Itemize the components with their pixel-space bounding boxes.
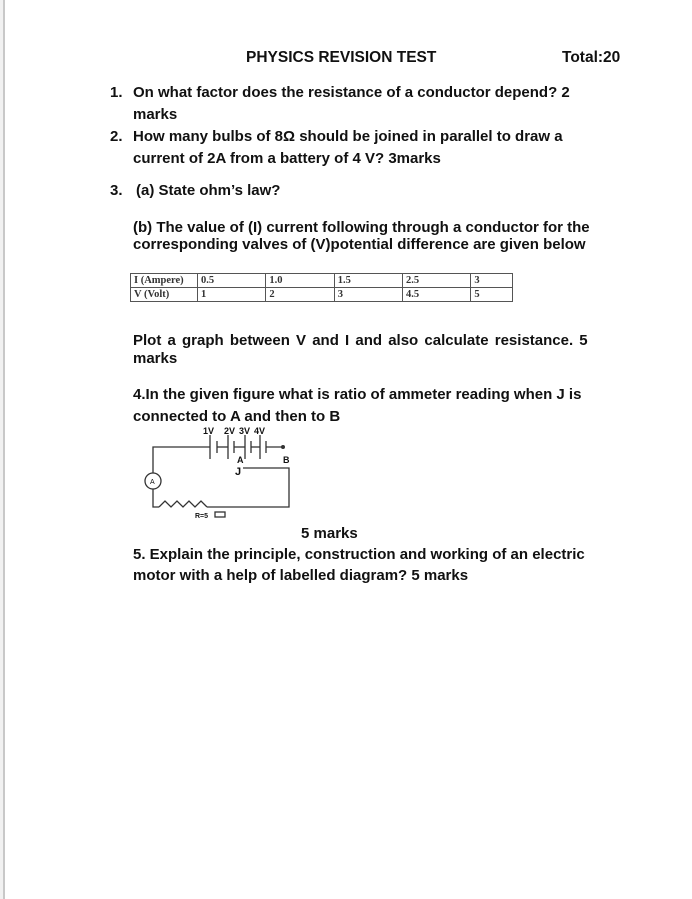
jockey-label: J: [235, 466, 242, 478]
resistor-zigzag: [159, 501, 207, 507]
point-a-label: A: [237, 455, 244, 465]
table-cell: 1.0: [266, 274, 334, 288]
circuit-diagram: [135, 425, 305, 530]
question-1-line-2: marks: [133, 106, 178, 123]
cell-label-1: 1V: [203, 426, 215, 436]
table-cell: 1: [198, 288, 266, 302]
ammeter-label: A: [150, 479, 155, 486]
question-1-number: 1.: [110, 84, 123, 101]
question-3-plot-line-1: Plot a graph between V and I and also calculate resistance. 5: [133, 332, 588, 349]
question-4-line-1: 4.In the given figure what is ratio of ammeter reading when J is: [133, 386, 582, 403]
question-5-line-1: 5. Explain the principle, construction and working of an electric: [133, 546, 585, 563]
question-5-line-2: motor with a help of labelled diagram? 5 marks: [133, 567, 469, 584]
rheostat-key: [215, 512, 225, 517]
cell-label-4: 4V: [254, 426, 266, 436]
table-row-current: [131, 274, 513, 288]
point-b-label: B: [283, 455, 290, 465]
table-cell: 3: [471, 274, 513, 288]
question-1-line-1: On what factor does the resistance of a conductor depend? 2: [133, 84, 570, 101]
total-marks: Total:20: [562, 49, 621, 66]
question-3-plot-line-2: marks: [133, 350, 178, 367]
question-3-number: 3.: [110, 182, 123, 199]
table-row-header: V (Volt): [131, 288, 198, 302]
question-2-number: 2.: [110, 128, 123, 145]
question-2-line-2: current of 2A from a battery of 4 V? 3marks: [133, 150, 441, 167]
current-voltage-table: [130, 273, 513, 302]
question-2-line-1: How many bulbs of 8Ω should be joined in parallel to draw a: [133, 128, 563, 145]
table-cell: 5: [471, 288, 513, 302]
table-cell: 0.5: [198, 274, 266, 288]
wire-right: [207, 468, 289, 507]
cell-label-2: 2V: [224, 426, 236, 436]
question-3-part-a: (a) State ohm’s law?: [136, 182, 281, 199]
table-row-voltage: [131, 288, 513, 302]
table-cell: 1.5: [334, 274, 402, 288]
table-cell: 2.5: [403, 274, 471, 288]
table-row-header: I (Ampere): [131, 274, 198, 288]
question-3-part-b-line-1: (b) The value of (I) current following through a conductor for the: [133, 219, 590, 236]
page-title: PHYSICS REVISION TEST: [246, 49, 437, 66]
wire-bottom-left: [153, 489, 159, 507]
question-3-part-b-line-2: corresponding valves of (V)potential difference are given below: [133, 236, 586, 253]
table-cell: 3: [334, 288, 402, 302]
question-4-marks: 5 marks: [301, 525, 358, 542]
terminal-b-dot: [281, 445, 285, 449]
cell-label-3: 3V: [239, 426, 251, 436]
page-edge-line: [3, 0, 5, 899]
resistor-label: R=5: [195, 513, 209, 520]
table-cell: 2: [266, 288, 334, 302]
question-4-line-2: connected to A and then to B: [133, 408, 341, 425]
table-cell: 4.5: [403, 288, 471, 302]
wire-top-left: [153, 447, 210, 473]
